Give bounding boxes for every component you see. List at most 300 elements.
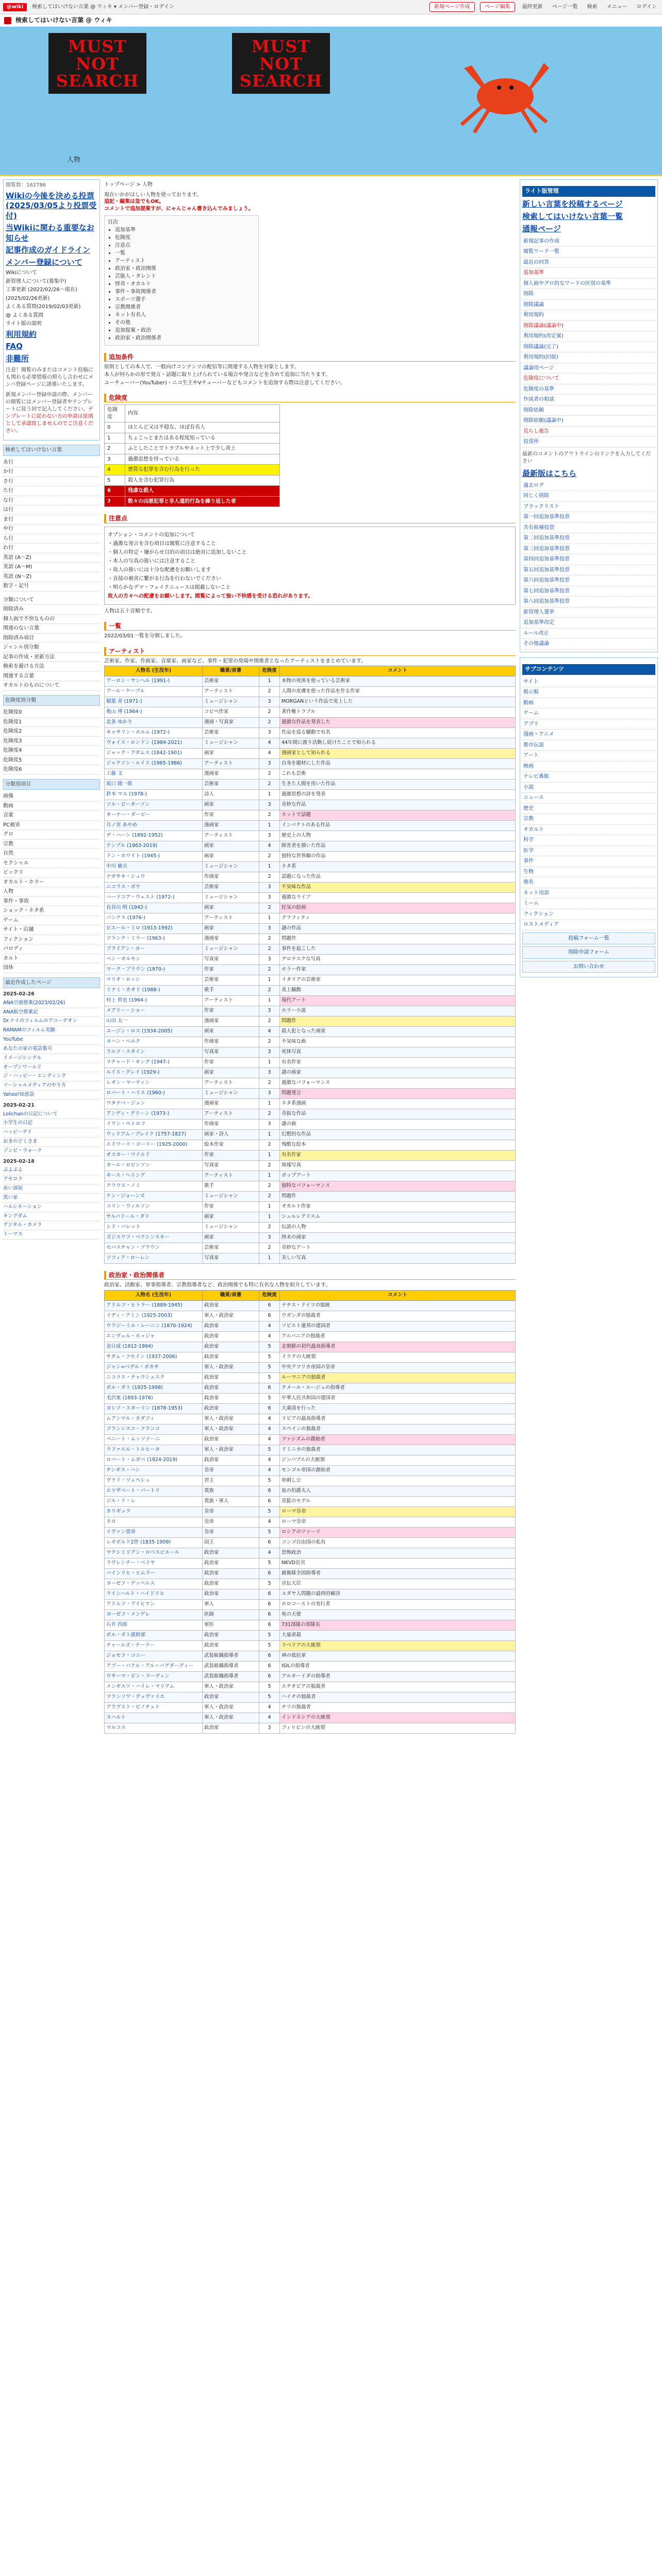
right-item[interactable]: 荒らし報告 [522, 427, 655, 437]
person-name[interactable]: 毛沢東 (1893-1976) [105, 1393, 203, 1403]
recent-item[interactable]: ジ・ハッピー・エンディング [3, 1072, 100, 1081]
person-name[interactable]: 工藤 文 [105, 769, 203, 779]
alpha-item[interactable]: 英語 (A〜Z) [3, 553, 100, 563]
right-item[interactable]: 第六回追加基準投票 [522, 575, 655, 586]
right-item[interactable]: オカルト [522, 825, 655, 836]
person-name[interactable]: 亀山 博 (1964-) [105, 707, 203, 718]
genre-item[interactable]: パロディ [3, 944, 100, 954]
form-list-button[interactable]: 投稿フォーム一覧 [522, 933, 655, 945]
right-item[interactable]: 都市伝説 [522, 740, 655, 751]
toc-item[interactable]: • 芸能人・タレント [115, 273, 255, 280]
person-name[interactable]: レオポルド2世 (1835-1909) [105, 1537, 203, 1548]
person-name[interactable]: クラウス・ノミ [105, 1181, 203, 1192]
top-crumb[interactable]: 検索してはいけない言葉 @ ウィキ ▾ メンバー登録・ログイン [32, 4, 174, 10]
person-name[interactable]: 中川 敏夫 [105, 862, 203, 872]
person-name[interactable]: レオン・マーティン [105, 1078, 203, 1089]
person-danger: 6 [259, 1671, 280, 1682]
right-item[interactable]: 新管理人選挙 [522, 607, 655, 618]
toc-item[interactable]: • ネット有名人 [115, 311, 255, 319]
person-name[interactable]: ベニート・ムッソリーニ [105, 1434, 203, 1445]
report-link[interactable]: 通報ページ [522, 224, 561, 234]
table-row [105, 1640, 516, 1651]
misc-item[interactable]: 削除済み [3, 605, 100, 615]
person-name[interactable]: デ・ハーン (1892-1952) [105, 831, 203, 841]
person-name[interactable]: リチャード・キング (1947-) [105, 1058, 203, 1068]
right-item[interactable]: 医学 [522, 846, 655, 857]
alpha-item[interactable]: た行 [3, 486, 100, 496]
right-item[interactable]: 利用規約(旧版) [522, 352, 655, 363]
person-name[interactable]: ムアンマル・カダフィ [105, 1414, 203, 1424]
person-name[interactable]: アブー・バクル・アル＝バグダーディー [105, 1661, 203, 1671]
danger-item[interactable]: 危険度3 [3, 737, 100, 747]
latest-link[interactable]: 最新版はこちら [522, 468, 577, 478]
right-item[interactable]: 小説 [522, 783, 655, 793]
person-name[interactable]: ラファエル・トルヒーヨ [105, 1445, 203, 1455]
person-name[interactable]: ズジスワフ・ベクシンスキー [105, 1233, 203, 1243]
person-name[interactable]: エリザベート・バートリ [105, 1486, 203, 1496]
person-name[interactable]: ジョセフ・コニー [105, 1651, 203, 1661]
word-list-link[interactable]: 検索してはいけない言葉一覧 [522, 212, 623, 222]
person-name[interactable]: ベン・オルセン [105, 955, 203, 965]
right-item[interactable]: 地名 [522, 877, 655, 888]
person-name[interactable]: フランソワ・デュヴァリエ [105, 1692, 203, 1702]
right-item[interactable]: 第八回追加基準投票 [522, 597, 655, 607]
alpha-item[interactable]: 数字・記号 [3, 582, 100, 591]
person-name[interactable]: アンディ・グリーン (1973-) [105, 1109, 203, 1120]
delete-form-button[interactable]: 削除申請フォーム [522, 946, 655, 959]
danger-item[interactable]: 危険度2 [3, 727, 100, 737]
table-row [105, 1243, 516, 1253]
person-name[interactable]: ジャクソン・ルイス (1965-1986) [105, 759, 203, 769]
genre-item[interactable]: 動画 [3, 802, 100, 811]
recent-item[interactable]: RAMAMのフィルム実験 [3, 1026, 100, 1036]
person-name[interactable]: ケン・ジョーンズ [105, 1192, 203, 1202]
right-item[interactable]: 追加基準改定 [522, 618, 655, 629]
right-item[interactable]: 科学 [522, 835, 655, 846]
left-head-genre: 分類別項目 [3, 779, 100, 790]
person-name[interactable]: サルバドール・ダリ [105, 1212, 203, 1223]
login-link[interactable]: ログイン [636, 4, 657, 10]
misc-item[interactable]: 分類について [3, 596, 100, 605]
person-job: 政治家 [203, 1455, 259, 1465]
danger-item[interactable]: 危険度6 [3, 765, 100, 775]
danger-item[interactable]: 危険度0 [3, 708, 100, 718]
person-name[interactable]: ラインハルト・ハイドリヒ [105, 1589, 203, 1599]
right-item[interactable]: その他議論 [522, 639, 655, 650]
person-name[interactable]: エドワード・ゴーリー (1925-2000) [105, 1140, 203, 1150]
right-item[interactable]: 第五回追加基準投票 [522, 565, 655, 576]
genre-item[interactable]: PC被害 [3, 821, 100, 831]
toc-item[interactable]: • 追加提案・政治 [115, 327, 255, 334]
person-name[interactable]: ポル・ポト (1925-1998) [105, 1383, 203, 1393]
person-name[interactable]: ヴラド・ツェペシュ [105, 1476, 203, 1486]
person-name[interactable]: ヨシフ・スターリン (1878-1953) [105, 1403, 203, 1414]
right-item[interactable]: 過去ログ [522, 481, 655, 492]
member-link[interactable]: メンバー登録について [6, 257, 82, 267]
right-item[interactable]: 第一回追加基準投票 [522, 512, 655, 523]
right-item[interactable]: ゲーム [522, 708, 655, 719]
right-item[interactable]: 映画 [522, 761, 655, 772]
refuge-link[interactable]: 非難所 [6, 353, 29, 363]
person-name[interactable]: キース・ヘリング [105, 1171, 203, 1181]
person-name[interactable]: フランク・ミラー (1963-) [105, 934, 203, 944]
recent-item[interactable]: Yahoo!知恵袋 [3, 1091, 100, 1100]
right-item[interactable]: 削除議論(議論中) [522, 321, 655, 332]
right-item[interactable]: 利用規約(改定案) [522, 331, 655, 342]
person-name[interactable]: 月ノ宮 あやめ [105, 821, 203, 831]
person-name[interactable]: 村上 哲也 (1964-) [105, 996, 203, 1006]
person-name[interactable]: ナガサキ・シュウ [105, 872, 203, 883]
toc-item[interactable]: • アーティスト [115, 257, 255, 265]
genre-item[interactable]: 音楽 [3, 811, 100, 821]
toc-item[interactable]: • 一覧 [115, 249, 255, 257]
person-name[interactable]: アドルフ・ヒトラー (1889-1945) [105, 1300, 203, 1311]
person-name[interactable]: ニコラエ・チャウシェスク [105, 1372, 203, 1383]
person-name[interactable]: イヴァン雷帝 [105, 1527, 203, 1537]
genre-item[interactable]: ゲーム [3, 916, 100, 926]
alpha-item[interactable]: や行 [3, 524, 100, 534]
right-item[interactable]: 削除 [522, 289, 655, 300]
person-name[interactable]: ヴォイス・ロンドン (1984-2021) [105, 738, 203, 749]
table-row [105, 769, 516, 779]
toc-item[interactable]: • 危険度 [115, 234, 255, 242]
atwiki-logo[interactable]: @wiki [3, 3, 27, 11]
recent-item[interactable]: トーマス [3, 1230, 100, 1240]
person-name[interactable]: ソフィア・ローレン [105, 1253, 203, 1264]
danger-item[interactable]: 危険度4 [3, 746, 100, 756]
table-row [105, 1171, 516, 1181]
notice-link[interactable]: 当Wikiに関わる重要なお知らせ [6, 223, 94, 243]
right-item[interactable]: 同じく削除 [522, 491, 655, 502]
recent-item[interactable]: オープンワールド [3, 1063, 100, 1073]
right-item[interactable]: 追加基準 [522, 268, 655, 279]
person-name[interactable]: スハルト [105, 1713, 203, 1723]
recent-item[interactable]: ゾンビ・ウォーク [3, 1147, 100, 1156]
person-name[interactable]: ラルフ・スタイン [105, 1047, 203, 1058]
danger-item[interactable]: 危険度1 [3, 718, 100, 727]
danger-item[interactable]: 危険度5 [3, 756, 100, 766]
person-name[interactable]: キャサリン・ホルム (1972-) [105, 728, 203, 738]
right-item[interactable]: 削除依頼 [522, 405, 655, 416]
genre-item[interactable]: 事件・事故 [3, 897, 100, 907]
person-name[interactable]: 鈴木 マユ (1978-) [105, 790, 203, 800]
genre-item[interactable]: サイト・店舗 [3, 925, 100, 935]
update-link[interactable]: 工事更新 (2022/02/26〜現在) [6, 287, 77, 293]
person-name[interactable]: サダム・フセイン (1937-2006) [105, 1352, 203, 1362]
new-admin-link[interactable]: 新管理人について(募集中) [6, 278, 67, 284]
right-item[interactable]: 危険度について [522, 374, 655, 384]
person-danger: 5 [259, 1506, 280, 1517]
person-danger: 4 [259, 1455, 280, 1465]
right-item[interactable]: 漫画・アニメ [522, 730, 655, 740]
person-comment: 著作権トラブル [280, 707, 516, 718]
misc-item[interactable]: 関連のない言葉 [3, 624, 100, 634]
recent-item[interactable]: キングダム [3, 1212, 100, 1222]
right-item[interactable]: 最近の回答 [522, 258, 655, 268]
toc-item[interactable]: • 追加基準 [115, 226, 255, 234]
person-comment: ISILの指導者 [280, 1661, 516, 1671]
person-name[interactable]: ウラジーミル・レーニン (1870-1924) [105, 1321, 203, 1331]
recent-item[interactable]: Lolichanの日記について [3, 1110, 100, 1120]
person-name[interactable]: ロバート・ハリス (1960-) [105, 1089, 203, 1099]
right-item[interactable]: 削除議論 [522, 300, 655, 311]
right-item[interactable]: 歴史 [522, 804, 655, 815]
recent-item[interactable]: イメージシングル [3, 1054, 100, 1063]
person-comment: 宣伝大臣 [280, 1579, 516, 1589]
person-danger: 6 [259, 1496, 280, 1506]
person-name[interactable]: ルイス・グレイ (1929-) [105, 1068, 203, 1078]
right-item[interactable]: 削除依頼(議論中) [522, 416, 655, 427]
person-name[interactable]: ネロ [105, 1517, 203, 1527]
person-name[interactable]: アドルフ・アイヒマン [105, 1599, 203, 1609]
recent-item[interactable]: あなたの家の電話番号 [3, 1045, 100, 1054]
person-name[interactable]: バンクス (1976-) [105, 913, 203, 924]
person-name[interactable]: ウィリアム・ブレイク (1757-1827) [105, 1130, 203, 1140]
right-item[interactable]: ロストメディア [522, 920, 655, 930]
danger-row [105, 486, 280, 497]
person-name[interactable]: カール・ロビンソン [105, 1161, 203, 1171]
person-name[interactable]: セバスチャン・ブラウン [105, 1243, 203, 1253]
alpha-item[interactable]: か行 [3, 467, 100, 477]
right-item[interactable]: ルール改正 [522, 629, 655, 639]
misc-item[interactable]: 個人面で不快なものの [3, 615, 100, 624]
recent-item[interactable]: ソーシャルメディアのやり方 [3, 1081, 100, 1091]
right-item[interactable]: 利用規約 [522, 310, 655, 321]
person-name[interactable]: ヨーゼフ・メンゲレ [105, 1609, 203, 1620]
right-item[interactable]: 投票所 [522, 437, 655, 448]
post-word-link[interactable]: 新しい言葉を投稿するページ [522, 199, 623, 209]
terms-link[interactable]: 利用規約 [6, 329, 37, 339]
misc-item[interactable]: 検索を避ける方法 [3, 662, 100, 672]
alpha-item[interactable]: ら行 [3, 534, 100, 544]
person-name[interactable]: 稲葉 青 (1971-) [105, 697, 203, 707]
recent-item[interactable]: デジタル・カメラ [3, 1221, 100, 1230]
misc-item[interactable]: 記事の作成・更新方法 [3, 653, 100, 663]
person-name[interactable]: 金日成 (1912-1994) [105, 1342, 203, 1352]
right-item[interactable]: 共有候補投票 [522, 523, 655, 534]
person-name[interactable]: 北条 ゆかり [105, 718, 203, 728]
person-danger: 5 [259, 1527, 280, 1537]
genre-item[interactable]: オカルト・ホラー [3, 878, 100, 888]
right-item[interactable]: 掲示板 [522, 687, 655, 698]
contact-button[interactable]: お問い合わせ [522, 961, 655, 973]
right-item[interactable]: アート [522, 751, 655, 761]
person-name[interactable]: マクシミリアン・ロベスピエール [105, 1548, 203, 1558]
person-name[interactable]: アール・ケーブル [105, 687, 203, 697]
person-name[interactable]: テンプル (1963-2019) [105, 841, 203, 852]
person-name[interactable]: チャールズ・テーラー [105, 1640, 203, 1651]
recent-changes-link[interactable]: 最終更新 [522, 4, 543, 10]
right-item[interactable]: 第七回追加基準投票 [522, 586, 655, 597]
right-note: 最新のコメントのアウトラインのリンクを入力してください [522, 451, 651, 464]
search-link[interactable]: 検索 [587, 4, 598, 10]
right-item[interactable]: 危険度の基準 [522, 384, 655, 395]
page-list-link[interactable]: ページ一覧 [552, 4, 578, 10]
recent-item[interactable]: YouTube [3, 1036, 100, 1045]
recent-item[interactable]: ANA航空搭乗記 [3, 1008, 100, 1018]
misc-item[interactable]: オカルトのものについて [3, 681, 100, 691]
right-item[interactable]: アプリ [522, 719, 655, 730]
person-name[interactable]: ブライアン・ヨー [105, 944, 203, 955]
faq-history[interactable]: よくある質問(2019/02/03更新) [6, 304, 81, 310]
person-name[interactable]: マリオ・ロッシ [105, 975, 203, 986]
person-name[interactable]: ヨハン・ベルク [105, 1037, 203, 1047]
lite-link[interactable]: ライト版の説明 [6, 321, 42, 327]
recent-item[interactable]: 小学生の日記 [3, 1119, 100, 1128]
right-item[interactable]: 第二回追加基準投票 [522, 533, 655, 544]
recent-item[interactable]: ハルシネーション [3, 1203, 100, 1212]
alpha-item[interactable]: ま行 [3, 515, 100, 525]
new-page-button[interactable]: 新規ページ作成 [429, 2, 475, 12]
person-comment: 炎上騒動 [280, 986, 516, 996]
alpha-item[interactable]: 英語 (A〜M) [3, 563, 100, 572]
person-name[interactable]: ピエール・ミロ (1913-1992) [105, 924, 203, 934]
right-item[interactable]: 事件 [522, 856, 655, 867]
wiki-about-link[interactable]: Wikiについて [6, 270, 37, 276]
genre-item[interactable]: グロ [3, 830, 100, 840]
person-comment: 問題作 [280, 1016, 516, 1027]
recent-item[interactable]: アセロラ [3, 1175, 100, 1184]
genre-item[interactable]: ショック・ネタ系 [3, 906, 100, 916]
person-name[interactable]: ハインリヒ・ヒムラー [105, 1568, 203, 1579]
genre-item[interactable]: 人物 [3, 887, 100, 897]
right-item[interactable]: 個人面やグロ的なワードの区別の基準 [522, 279, 655, 290]
alpha-item[interactable]: 英語 (N〜Z) [3, 572, 100, 582]
person-name[interactable]: メアリー・ショー [105, 1006, 203, 1016]
person-name[interactable]: エンヴェル・ホッジャ [105, 1331, 203, 1342]
site-title[interactable]: 検索してはいけない言葉 @ ウィキ [15, 16, 112, 24]
right-item[interactable]: 宗教 [522, 814, 655, 825]
faq-link[interactable]: FAQ [6, 342, 23, 351]
vote-link[interactable]: Wikiの今後を決める投票(2025/03/05より投票受付) [6, 191, 97, 221]
genre-item[interactable]: 団体 [3, 963, 100, 973]
right-item[interactable]: 新規記事の作成 [522, 236, 655, 247]
person-name[interactable]: アウグスト・ピノチェト [105, 1702, 203, 1713]
right-item[interactable]: 閲覧ワード一覧 [522, 247, 655, 258]
person-name[interactable]: コリン・ウィルソン [105, 1202, 203, 1212]
recent-item[interactable]: Dr.ケイのフィルムのアコーデオン [3, 1017, 100, 1026]
person-name[interactable]: ニコラス・ボウ [105, 883, 203, 893]
person-name[interactable]: ポル・ポト派幹部 [105, 1630, 203, 1640]
person-name[interactable]: オスカー・ワイルド [105, 1150, 203, 1161]
misc-item[interactable]: 関連する言葉 [3, 672, 100, 682]
person-name[interactable]: ジル・ド・レ [105, 1496, 203, 1506]
toc-item[interactable]: • 注意点 [115, 242, 255, 249]
person-name[interactable]: カリギュラ [105, 1506, 203, 1517]
section-caution [104, 514, 516, 615]
person-danger: 6 [259, 1486, 280, 1496]
recent-item[interactable]: 赤い部屋 [3, 1184, 100, 1194]
toc-item[interactable]: • 事件・事故関係者 [115, 288, 255, 296]
person-name[interactable]: ラヴレンチー・ベリヤ [105, 1558, 203, 1568]
right-item[interactable]: 第四回追加基準投票 [522, 554, 655, 565]
toc-item[interactable]: • 政治家・政治関係 [115, 265, 255, 273]
toc-item[interactable]: • スポーツ選手 [115, 296, 255, 303]
recent-item[interactable]: おきのどくさま [3, 1138, 100, 1147]
person-name[interactable]: ジャン=ベデル・ボカサ [105, 1362, 203, 1372]
person-name[interactable]: 長谷川 明 (1942-) [105, 903, 203, 913]
misc-item[interactable]: ジャンル別分類 [3, 643, 100, 653]
breadcrumb[interactable]: トップページ > 人物 [104, 182, 153, 188]
menu-link[interactable]: メニュー [606, 4, 627, 10]
recent-item[interactable]: ぷよぷよ [3, 1166, 100, 1175]
genre-item[interactable]: カルト [3, 954, 100, 964]
person-name[interactable]: ジャック・アダムス (1842-1901) [105, 749, 203, 759]
misc-item[interactable]: 削除済み項目 [3, 634, 100, 643]
person-name[interactable]: マーク・ブラウン (1970-) [105, 965, 203, 975]
right-item[interactable]: 議論用ページ [522, 363, 655, 374]
faq-link-small[interactable]: @ よくある質問 [6, 312, 44, 318]
edit-page-button[interactable]: ページ編集 [480, 2, 515, 12]
genre-item[interactable]: セクシャル [3, 859, 100, 869]
person-name[interactable]: ハードコア・ウェスト (1972-) [105, 893, 203, 903]
toc-item[interactable]: • 怪奇・オカルト [115, 280, 255, 288]
genre-item[interactable]: フィクション [3, 935, 100, 945]
person-name[interactable]: ミナミ・カオリ (1988-) [105, 986, 203, 996]
genre-item[interactable]: ビックリ [3, 868, 100, 878]
person-name[interactable]: ロバート・ムガベ (1924-2019) [105, 1455, 203, 1465]
person-name[interactable]: マルコス [105, 1723, 203, 1733]
person-name[interactable]: 山田 太一 [105, 1016, 203, 1027]
section-danger-title: 危険度 [104, 394, 516, 402]
right-item[interactable]: サイト [522, 677, 655, 688]
right-item[interactable]: 第三回追加基準投票 [522, 544, 655, 555]
toc-item[interactable]: • 宗教関係者 [115, 303, 255, 311]
right-item[interactable]: フィクション [522, 909, 655, 920]
person-name[interactable]: フランシスコ・フランコ [105, 1424, 203, 1434]
person-name[interactable]: イワン・ペトロフ [105, 1120, 203, 1130]
person-name[interactable]: ユージン・ロス (1934-2005) [105, 1027, 203, 1037]
genre-item[interactable]: 宗教 [3, 840, 100, 850]
right-item[interactable]: ブラックリスト [522, 502, 655, 513]
genre-item[interactable]: 画像 [3, 792, 100, 802]
recent-item[interactable]: ハッピーデイ [3, 1128, 100, 1138]
person-name[interactable]: 石井 四郎 [105, 1620, 203, 1630]
genre-item[interactable]: 自然 [3, 849, 100, 859]
toc-item[interactable]: • その他 [115, 319, 255, 327]
person-name[interactable]: ワタナベ・ジュン [105, 1099, 203, 1109]
person-name[interactable]: ターナー・ダービー [105, 810, 203, 821]
toc-item[interactable]: • 政治家・政治関係者 [115, 334, 255, 342]
alpha-item[interactable]: わ行 [3, 544, 100, 553]
person-name[interactable]: チンギス・ハン [105, 1465, 203, 1476]
recent-item[interactable]: ANA空港搭乗(2023/02/26) [3, 999, 100, 1008]
alpha-item[interactable]: さ行 [3, 477, 100, 487]
person-name[interactable]: ソル・ピーターソン [105, 800, 203, 810]
right-item[interactable]: ニュース [522, 793, 655, 804]
guideline-link[interactable]: 記事作成のガイドライン [6, 245, 91, 255]
person-name[interactable]: メンギスツ・ハイレ・マリアム [105, 1682, 203, 1692]
right-item[interactable]: 作成者の相談 [522, 395, 655, 405]
person-name[interactable]: ドン・ホワイト (1945-) [105, 852, 203, 862]
right-item[interactable]: ミーム [522, 899, 655, 909]
right-item[interactable]: 削除議論(完了) [522, 342, 655, 353]
right-item[interactable]: テレビ番組 [522, 772, 655, 783]
person-name[interactable]: ウサーマ・ビン・ラーディン [105, 1671, 203, 1682]
person-name[interactable]: 坂口 隆一郎 [105, 779, 203, 790]
alpha-item[interactable]: は行 [3, 505, 100, 515]
recent-item[interactable]: 黒い家 [3, 1194, 100, 1203]
person-name[interactable]: アーロン・ヤンヘル (1991-) [105, 676, 203, 687]
alpha-item[interactable]: あ行 [3, 458, 100, 468]
right-item[interactable]: 生物 [522, 867, 655, 878]
right-item[interactable]: ネット用語 [522, 888, 655, 899]
right-item[interactable]: 動画 [522, 698, 655, 709]
person-name[interactable]: シド・バレット [105, 1223, 203, 1233]
alpha-item[interactable]: な行 [3, 496, 100, 506]
person-name[interactable]: イディ・アミン (1925-2003) [105, 1311, 203, 1321]
person-name[interactable]: ヨーゼフ・ゲッベルス [105, 1579, 203, 1589]
